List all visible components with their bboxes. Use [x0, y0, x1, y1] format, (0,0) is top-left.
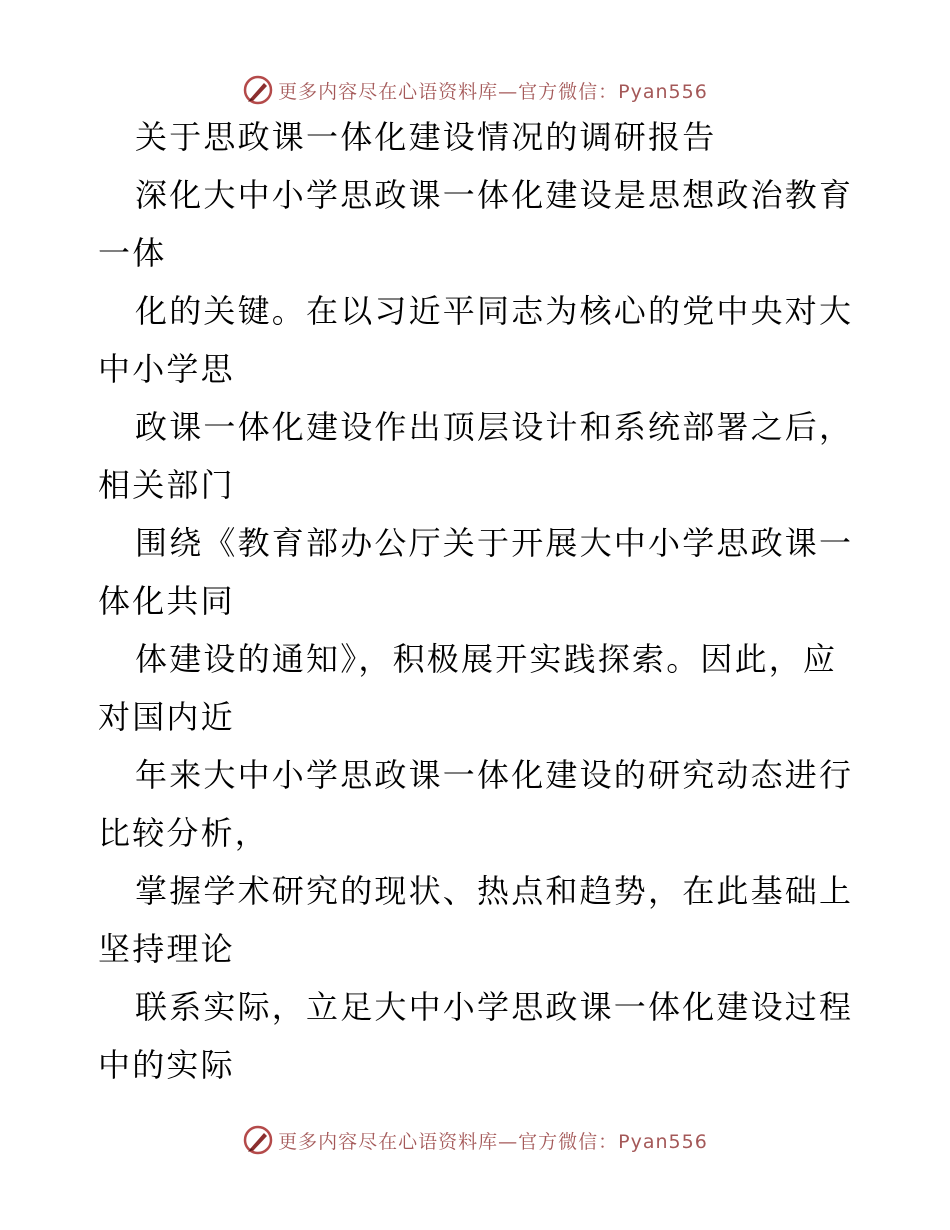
text-line: 联系实际，立足大中小学思政课一体化建设过程 — [135, 988, 854, 1026]
text-line: 相关部门 — [98, 466, 235, 504]
text-line: 化的关键。在以习近平同志为核心的党中央对大 — [135, 292, 854, 330]
text-line: 体化共同 — [98, 582, 235, 620]
text-line: 深化大中小学思政课一体化建设是思想政治教育 — [135, 176, 854, 214]
text-line: 政课一体化建设作出顶层设计和系统部署之后， — [135, 408, 854, 446]
text-line: 围绕《教育部办公厅关于开展大中小学思政课一 — [135, 524, 854, 562]
text-line: 坚持理论 — [98, 930, 235, 968]
text-line: 中的实际 — [98, 1046, 235, 1084]
text-line: 对国内近 — [98, 698, 235, 736]
text-line: 年来大中小学思政课一体化建设的研究动态进行 — [135, 756, 854, 794]
pen-logo-icon — [242, 74, 274, 106]
text-line: 体建设的通知》，积极展开实践探索。因此，应 — [135, 640, 838, 678]
footer-watermark — [0, 1120, 950, 1160]
pen-logo-icon — [242, 1124, 274, 1156]
text-line: 一体 — [98, 234, 167, 272]
header-watermark — [0, 70, 950, 110]
watermark-text: 更多内容尽在心语资料库—官方微信：Pyan556 — [278, 1130, 708, 1153]
document-title: 关于思政课一体化建设情况的调研报告 — [135, 118, 717, 156]
text-line: 中小学思 — [98, 350, 235, 388]
text-line: 掌握学术研究的现状、热点和趋势，在此基础上 — [135, 872, 854, 910]
text-line: 比较分析， — [98, 814, 270, 852]
watermark-text: 更多内容尽在心语资料库—官方微信：Pyan556 — [278, 80, 708, 103]
